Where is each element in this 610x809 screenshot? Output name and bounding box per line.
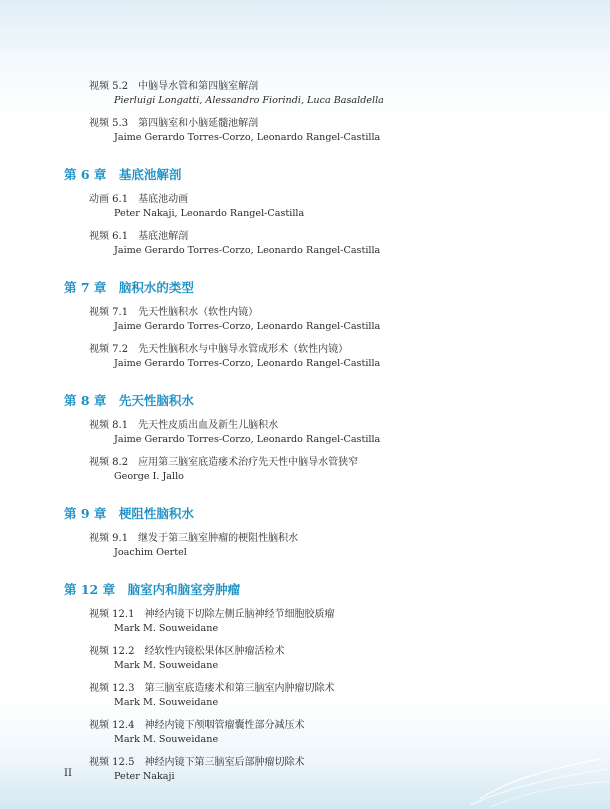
media-entry (89, 416, 278, 431)
chapter-heading: 第 7 章 脑积水的类型 (64, 280, 194, 295)
media-entry-authors: Jaime Gerardo Torres-Corzo, Leonardo Rangel-Castilla (114, 245, 381, 256)
media-entry-label: 视频 12.2 (89, 646, 135, 657)
media-entry-label: 动画 6.1 (89, 194, 129, 205)
media-entry-label: 视频 12.1 (89, 609, 135, 620)
media-entry-label: 视频 7.1 (89, 307, 129, 318)
media-entry-label: 视频 12.5 (89, 757, 135, 768)
media-entry-authors: Jaime Gerardo Torres-Corzo, Leonardo Rangel-Castilla (114, 358, 381, 369)
media-entry-label: 视频 12.3 (89, 683, 135, 694)
media-entry (89, 529, 298, 544)
media-entry-title: 先天性皮质出血及新生儿脑积水 (138, 420, 279, 431)
page-number: II (64, 768, 72, 779)
media-entry (89, 303, 258, 318)
chapter-heading: 第 9 章 梗阻性脑积水 (64, 506, 194, 521)
media-entry-authors: Peter Nakaji, Leonardo Rangel-Castilla (114, 208, 305, 219)
media-entry-label: 视频 8.1 (89, 420, 129, 431)
media-entry-title: 神经内镜下切除左侧丘脑神经节细胞胶质瘤 (144, 609, 335, 620)
media-entry-title: 应用第三脑室底造瘘术治疗先天性中脑导水管狭窄 (138, 457, 359, 468)
media-entry-authors: Pierluigi Longatti, Alessandro Fiorindi, Luca Basaldella (114, 95, 384, 106)
media-entry (89, 453, 358, 468)
media-entry-label: 视频 5.2 (89, 81, 129, 92)
media-entry-title: 经软性内镜松果体区肿瘤活检术 (144, 646, 285, 657)
media-entry-authors: Jaime Gerardo Torres-Corzo, Leonardo Rangel-Castilla (114, 132, 381, 143)
media-entry-label: 视频 5.3 (89, 118, 129, 129)
media-entry-authors: Jaime Gerardo Torres-Corzo, Leonardo Rangel-Castilla (114, 434, 381, 445)
media-entry-title: 第三脑室底造瘘术和第三脑室内肿瘤切除术 (144, 683, 335, 694)
media-entry-label: 视频 9.1 (89, 533, 129, 544)
media-entry-title: 继发于第三脑室肿瘤的梗阻性脑积水 (138, 533, 299, 544)
media-entry (89, 679, 334, 694)
media-entry-title: 先天性脑积水与中脑导水管成形术（软性内镜） (138, 344, 349, 355)
media-entry (89, 753, 304, 768)
media-entry-title: 基底池动画 (138, 194, 189, 205)
media-entry-authors: Mark M. Souweidane (114, 623, 219, 634)
chapter-heading: 第 6 章 基底池解剖 (64, 167, 182, 182)
media-entry-title: 先天性脑积水（软性内镜） (138, 307, 259, 318)
media-entry-label: 视频 8.2 (89, 457, 129, 468)
media-entry-authors: Peter Nakaji (114, 771, 175, 782)
media-entry-authors: Mark M. Souweidane (114, 660, 219, 671)
media-entry (89, 716, 304, 731)
media-entry (89, 190, 188, 205)
media-entry-title: 神经内镜下第三脑室后部肿瘤切除术 (144, 757, 305, 768)
media-entry (89, 227, 188, 242)
media-entry-title: 第四脑室和小脑延髓池解剖 (138, 118, 259, 129)
media-entry (89, 340, 348, 355)
media-entry (89, 605, 334, 620)
media-entry (89, 642, 284, 657)
media-entry (89, 77, 258, 92)
media-entry-label: 视频 12.4 (89, 720, 135, 731)
media-entry-authors: George I. Jallo (114, 471, 184, 482)
media-entry-authors: Mark M. Souweidane (114, 734, 219, 745)
chapter-heading: 第 12 章 脑室内和脑室旁肿瘤 (64, 582, 241, 597)
media-entry-title: 基底池解剖 (138, 231, 189, 242)
media-entry-authors: Jaime Gerardo Torres-Corzo, Leonardo Rangel-Castilla (114, 321, 381, 332)
decorative-wave-graphic (460, 739, 610, 809)
chapter-heading: 第 8 章 先天性脑积水 (64, 393, 194, 408)
media-entry (89, 114, 258, 129)
media-entry-title: 神经内镜下颅咽管瘤囊性部分减压术 (144, 720, 305, 731)
media-entry-authors: Mark M. Souweidane (114, 697, 219, 708)
media-entry-label: 视频 7.2 (89, 344, 129, 355)
media-entry-authors: Joachim Oertel (114, 547, 187, 558)
media-entry-label: 视频 6.1 (89, 231, 129, 242)
media-entry-title: 中脑导水管和第四脑室解剖 (138, 81, 259, 92)
